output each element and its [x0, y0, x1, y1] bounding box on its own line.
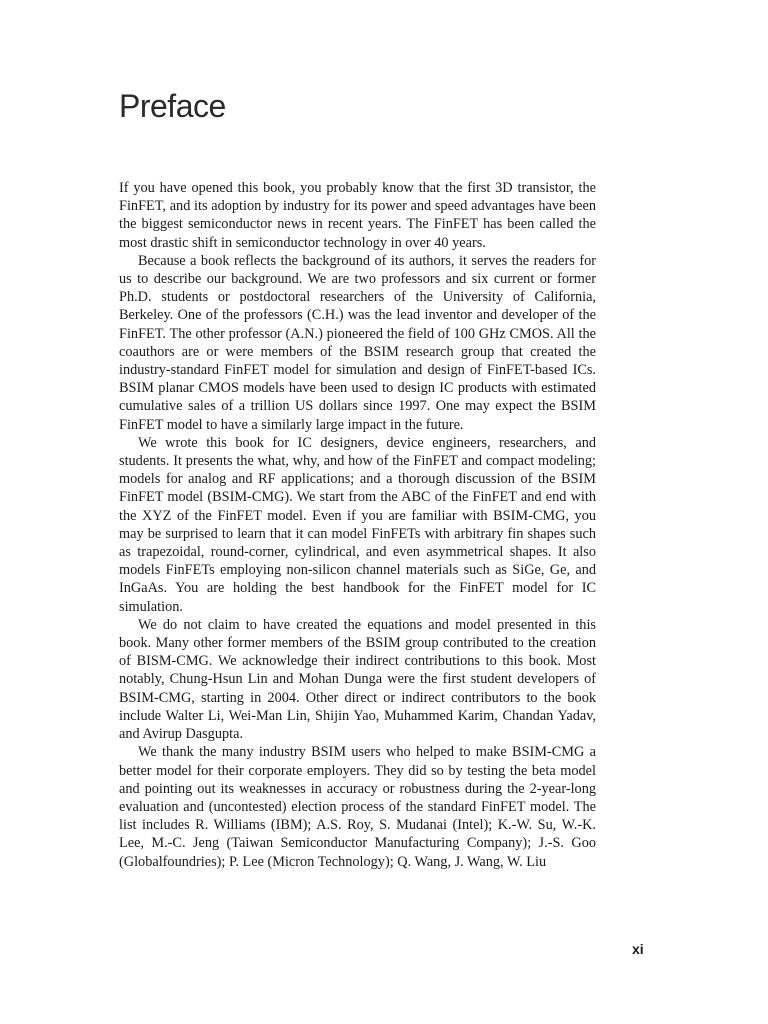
paragraph-5: We thank the many industry BSIM users who helped to make BSIM-CMG a better model for their corporate employers. They did so by testing the beta model and pointing out its weaknesses in accuracy or robustness during the 2-year-long evaluation and (uncontested) election process of the standard FinFET model. The list includes R. Williams (IBM); A.S. Roy, S. Mudanai (Intel); K.-W. Su, W.-K. Lee, M.-C. Jeng (Taiwan Semiconductor Manufacturing Company); J.-S. Goo (Globalfoundries); P. Lee (Micron Technology); Q. Wang, J. Wang, W. Liu — [119, 744, 596, 870]
chapter-title: Preface — [119, 88, 226, 124]
page-number: xi — [632, 941, 644, 957]
preface-body — [119, 179, 596, 871]
paragraph-3: We wrote this book for IC designers, device engineers, researchers, and students. It presents the what, why, and how of the FinFET and compact modeling; models for analog and RF applications; and a thorough discussion of the BSIM FinFET model (BSIM-CMG). We start from the ABC of the FinFET and end with the XYZ of the FinFET model. Even if you are familiar with BSIM-CMG, you may be surprised to learn that it can model FinFETs with arbitrary fin shapes such as trapezoidal, round-corner, cylindrical, and even asymmetrical shapes. It also models FinFETs employing non-silicon channel materials such as SiGe, Ge, and InGaAs. You are holding the best handbook for the FinFET model for IC simulation. — [119, 434, 596, 615]
paragraph-1: If you have opened this book, you probably know that the first 3D transistor, the FinFET, and its adoption by industry for its power and speed advantages have been the biggest semiconductor news in recent years. The FinFET has been called the most drastic shift in semiconductor technology in over 40 years. — [119, 180, 596, 251]
paragraph-4: We do not claim to have created the equations and model presented in this book. Many other former members of the BSIM group contributed to the creation of BISM-CMG. We acknowledge their indirect contributions to this book. Most notably, Chung-Hsun Lin and Mohan Dunga were the first student developers of BSIM-CMG, starting in 2004. Other direct or indirect contributors to the book include Walter Li, Wei-Man Lin, Shijin Yao, Muhammed Karim, Chandan Yadav, and Avirup Dasgupta. — [119, 616, 596, 743]
paragraph-2: Because a book reflects the background of its authors, it serves the readers for us to describe our background. We are two professors and six current or former Ph.D. students or postdoctoral researchers of the University of California, Berkeley. One of the professors (C.H.) was the lead inventor and developer of the FinFET. The other professor (A.N.) pioneered the field of 100 GHz CMOS. All the coauthors are or were members of the BSIM research group that created the industry-standard FinFET model for simulation and design of FinFET-based ICs. BSIM planar CMOS models have been used to design IC products with estimated cumulative sales of a trillion US dollars since 1997. One may expect the BSIM FinFET model to have a similarly large impact in the future. — [119, 252, 596, 433]
